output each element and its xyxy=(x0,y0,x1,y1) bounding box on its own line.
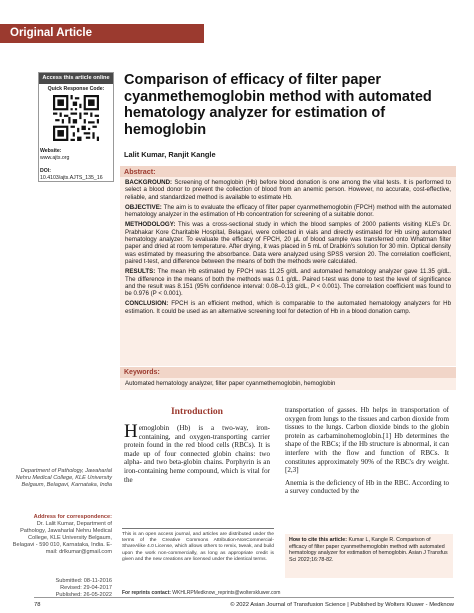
date-submitted: Submitted: 08-11-2016 xyxy=(55,578,112,584)
abstract-heading: Abstract: xyxy=(120,166,456,177)
website-block xyxy=(40,148,116,161)
date-revised: Revised: 29-04-2017 xyxy=(60,585,112,591)
website-label: Website: xyxy=(40,148,62,154)
dates-block xyxy=(12,578,112,599)
access-online-box xyxy=(38,72,114,182)
abstract-methodology xyxy=(125,221,451,265)
objective-text: The aim is to evaluate the efficacy of filter paper cyanmethemoglobin (FPCH) method with the automated hematology analyzer in the estimation of Hb concentration for screening of a suitable donor. xyxy=(125,203,451,219)
reprints-label: For reprints contact: xyxy=(122,590,171,596)
introduction-heading: Introduction xyxy=(170,406,224,417)
abstract-objective xyxy=(125,204,451,219)
doi-link[interactable]: 10.4103/ajts.AJTS_135_16 xyxy=(40,174,103,181)
qr-code-icon[interactable] xyxy=(53,95,99,141)
affiliation: Department of Pathology, Jawaharlal Nehru Medical College, KLE University Belgaum, Belagavi, Karnataka, India xyxy=(15,468,112,488)
introduction-paragraph: emoglobin (Hb) is a two-way, iron-containing, and oxygen-transporting carrier protein found in the red blood cells (RBCs). It is made up of four connected globin chains: two alpha- and two beta-globin chains. Porphyrin is an iron-containing heme compound, which is vital for the xyxy=(124,424,270,484)
results-text: The mean Hb estimated by FPCH was 11.25 g/dL and automated hematology analyzer gave 11.35 g/dL. The difference in the means of both the methods was 0.1 g/dL. Paired t-test was done to test the level of significance and the result was 8.151 (95% confidence interval: 0.08–0.13 g/dL, P < 0.001). The correlation coefficient was found to be 0.976 (P < 0.001). xyxy=(125,268,451,298)
keywords-text: Automated hematology analyzer, filter paper cyanmethemoglobin, hemoglobin xyxy=(120,378,456,390)
article-title: Comparison of efficacy of filter paper cyanmethemoglobin method with automated hematology analyzer for estimation of hemoglobin xyxy=(124,72,432,138)
reprints-email[interactable]: WKHLRPMedknow_reprints@wolterskluwer.com xyxy=(172,590,281,596)
correspondence-text: Dr. Lalit Kumar, Department of Pathology, Jawaharlal Nehru Medical College, KLE University Belgaum, Belagavi - 590 010, Karnataka, India. E-mail: drlkumar@gmail.com xyxy=(12,521,112,555)
methodology-label: METHODOLOGY: xyxy=(125,221,176,229)
date-published: Published: 26-05-2022 xyxy=(55,592,112,598)
background-label: BACKGROUND: xyxy=(125,179,173,186)
abstract-background xyxy=(125,179,451,201)
right-column-text xyxy=(285,406,449,500)
right-paragraph-1: transportation of gasses. Hb helps in transportation of oxygen from lungs to the tissues and carbon dioxide from tissues to the lungs. Carbon dioxide binds to the globin protein as carbaminohemoglobin.[1] Hb determines the shape of the RBCs; if the Hb structure is abnormal, it can interfere with the flow and function of RBCs. It constitutes approximately 90% of the RBC's dry weight.[2,3] xyxy=(285,406,449,475)
objective-label: OBJECTIVE: xyxy=(125,203,162,211)
results-label: RESULTS: xyxy=(125,268,156,276)
abstract-results xyxy=(125,268,451,297)
page-number: 78 xyxy=(34,602,41,608)
abstract-box xyxy=(120,166,456,366)
qr-code-label: Quick Response Code: xyxy=(47,86,105,92)
footer-divider xyxy=(34,597,454,598)
license-notice: This is an open access journal, and articles are distributed under the terms of the Creative Commons Attribution-NonCommercial-ShareAlike 4.0 License, which allows others to remix, tweak, and build upon the work non-commercially, as long as appropriate credit is given and the new creations are licensed under the identical terms. xyxy=(122,528,274,563)
copyright-notice: © 2022 Asian Journal of Transfusion Science | Published by Wolters Kluwer - Medknow xyxy=(230,602,454,608)
correspondence-block xyxy=(12,514,112,556)
conclusion-label: CONCLUSION: xyxy=(125,300,169,308)
background-text: Screening of hemoglobin (Hb) before blood donation is one among the vital tests. It is performed to select a blood donor to prevent the collection of blood from an anemic person. However, no accurate, cost-effective, reliable, and standardized method is available to estimate Hb. xyxy=(125,179,451,201)
cite-label: How to cite this article: xyxy=(289,537,347,543)
conclusion-text: FPCH is an efficient method, which is comparable to the automated hematology analyzers for Hb estimation. It could be used as an alternative screening tool for detection of Hb in a blood donation camp. xyxy=(125,300,451,315)
keywords-heading: Keywords: xyxy=(120,367,456,378)
article-authors: Lalit Kumar, Ranjit Kangle xyxy=(124,150,216,159)
dropcap: H xyxy=(124,421,138,442)
article-type-banner: Original Article xyxy=(0,24,204,43)
website-link[interactable]: www.ajts.org xyxy=(40,154,70,161)
how-to-cite-box xyxy=(285,534,453,578)
access-box-title: Access this article online xyxy=(39,73,113,84)
correspondence-heading: Address for correspondence: xyxy=(33,514,112,520)
abstract-body xyxy=(120,177,456,315)
introduction-text xyxy=(124,421,270,484)
doi-block xyxy=(40,168,116,181)
doi-label: DOI: xyxy=(40,168,51,174)
abstract-conclusion xyxy=(125,300,451,315)
right-paragraph-2: Anemia is the deficiency of Hb in the RBC. According to a survey conducted by the xyxy=(285,478,449,496)
methodology-text: This was a cross-sectional study in which the blood samples of 2000 patients visiting KLE's Dr. Prabhakar Kore Charitable Hospital, Belagavi, were collected in vials and directly estimated for Hb using automated hematology analyzer. To evaluate the efficacy of FPCH, 20 µL of blood sample was transferred onto Whatman filter paper and dried at room temperature. After drying, it was placed in 5 mL of Drabkin's solution for 30 min. Optical density was estimated by measuring the absorbance. Data were analyzed using SPSS version 20. The correlation coefficient, paired t-test, and difference between the means of both the methods were calculated. xyxy=(125,221,451,265)
cite-text: Kumar L, Kangle R. Comparison of efficacy of filter paper cyanmethemoglobin method with automated hematology analyzer for estimation of hemoglobin. Asian J Transfus Sci 2022;16:78-82. xyxy=(289,537,448,564)
reprints-contact xyxy=(122,590,280,596)
